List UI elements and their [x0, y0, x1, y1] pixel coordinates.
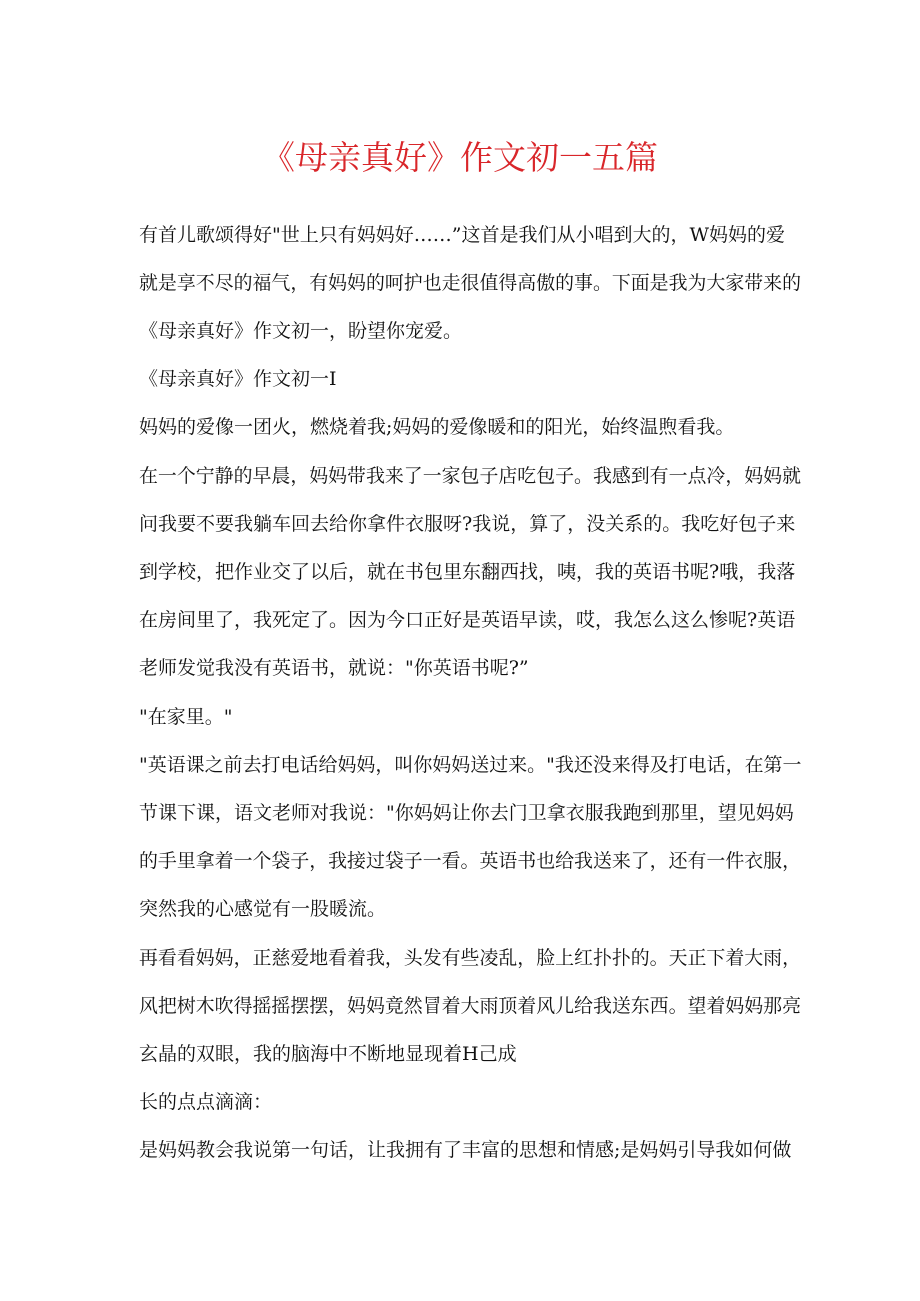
paragraph-line: 长的点点滴滴：	[139, 1091, 273, 1113]
paragraph-line: 风把树木吹得摇摇摆摆，妈妈竟然冒着大雨顶着风儿给我送东西。望着妈妈那亮	[139, 995, 802, 1017]
paragraph-line: "英语课之前去打电话给妈妈，叫你妈妈送过来。"我还没来得及打电话，在第一	[139, 754, 802, 776]
paragraph-line: "在家里。"	[139, 706, 233, 728]
paragraph-line: 突然我的心感觉有一股暖流。	[139, 898, 387, 920]
paragraph-line: 玄晶的双眼，我的脑海中不断地显现着H己成	[139, 1043, 517, 1065]
paragraph-line: 再看看妈妈，正慈爱地看着我，头发有些凌乱，脸上红扑扑的。天正下着大雨，	[139, 947, 802, 969]
section-heading: 《母亲真好》作文初一I	[139, 368, 337, 390]
paragraph-line: 有首儿歌颂得好"世上只有妈妈好……”这首是我们从小唱到大的，W妈妈的爱	[139, 224, 785, 246]
paragraph-line: 在一个宁静的早晨，妈妈带我来了一家包子店吃包子。我感到有一点冷，妈妈就	[139, 465, 802, 487]
paragraph-line: 问我要不要我躺车回去给你拿件衣服呀?我说，算了，没关系的。我吃好包子来	[139, 513, 796, 535]
document-title: 《母亲真好》作文初一五篇	[262, 138, 658, 177]
paragraph-line: 就是享不尽的福气，有妈妈的呵护也走很值得高傲的事。下面是我为大家带来的	[139, 272, 802, 294]
paragraph-line: 老师发觉我没有英语书，就说："你英语书呢?”	[139, 657, 529, 679]
paragraph-line: 到学校，把作业交了以后，就在书包里东翻西找，咦，我的英语书呢?哦，我落	[139, 561, 796, 583]
paragraph-line: 妈妈的爱像一团火，燃烧着我;妈妈的爱像暖和的阳光，始终温煦看我。	[139, 416, 735, 438]
paragraph-line: 的手里拿着一个袋子，我接过袋子一看。英语书也给我送来了，还有一件衣服，	[139, 850, 802, 872]
paragraph-line: 是妈妈教会我说第一句话，让我拥有了丰富的思想和情感;是妈妈引导我如何做	[139, 1139, 792, 1161]
paragraph-line: 《母亲真好》作文初一，盼望你宠爱。	[139, 320, 463, 342]
paragraph-line: 节课下课，语文老师对我说："你妈妈让你去门卫拿衣服我跑到那里，望见妈妈	[139, 802, 794, 824]
paragraph-line: 在房间里了，我死定了。因为今口正好是英语早读，哎，我怎么这么惨呢?英语	[139, 609, 796, 631]
